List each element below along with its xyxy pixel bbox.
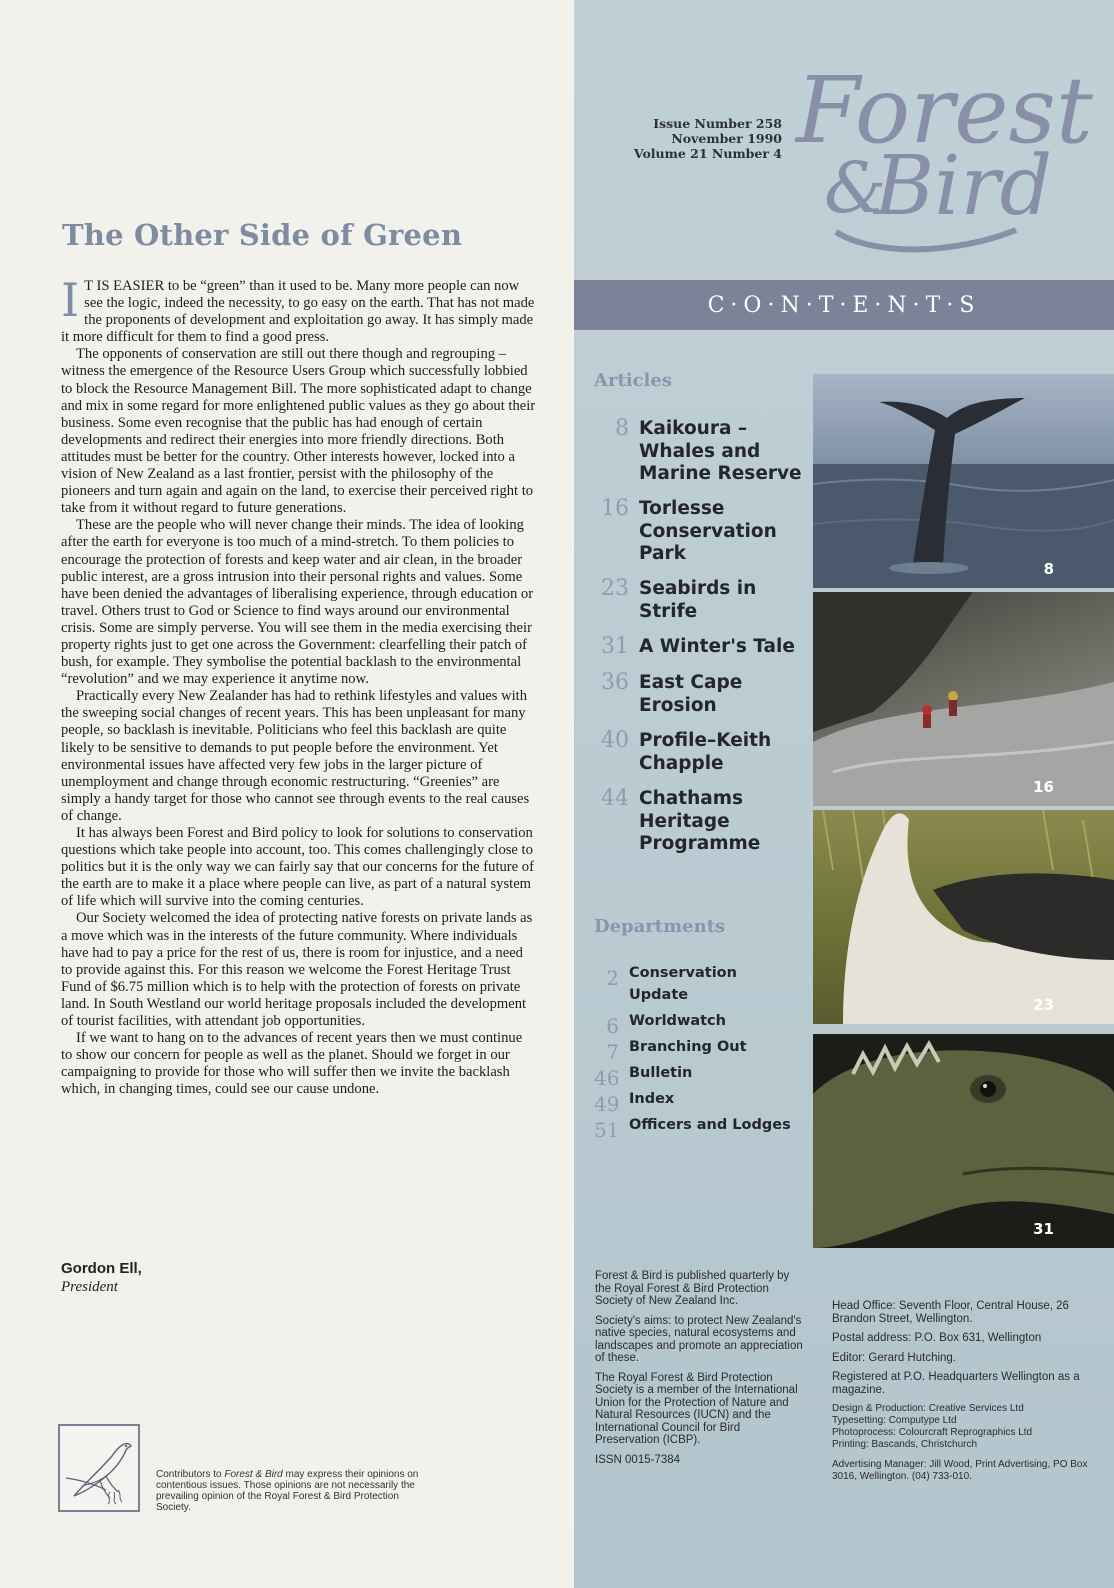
design-credit: Design & Production: Creative Services Ltd bbox=[832, 1403, 1024, 1414]
article-page-number: 44 bbox=[601, 786, 629, 811]
svg-text:Forest: Forest bbox=[796, 57, 1093, 164]
publisher-note: Forest & Bird is published quarterly by the Royal Forest & Bird Protection Society of New Zealand Inc. bbox=[595, 1270, 790, 1307]
postal-address: Postal address: P.O. Box 631, Wellington bbox=[832, 1332, 1042, 1344]
issn: ISSN 0015-7384 bbox=[595, 1453, 681, 1466]
editorial-paragraph: The opponents of conservation are still out there though and regrouping – witness the emergence of the Resource Users Group which successfully lobbied to block the Resource Management Bill. The more sophisticated adapt to change and mix in some regard for more enlightened public values as they go about their business. Some even recognise that the public has had enough of certain developments and redirect their energies into more friendly directions. Both attitudes must be better for the country. Other interests however, locked into a vision of New Zealand as a last frontier, persist with the philosophy of the pioneers and turn again and again on the land, to exercise their perceived right to take from it without regard to future generations. bbox=[61, 346, 536, 517]
department-title: Bulletin bbox=[629, 1065, 693, 1081]
issue-date: November 1990 bbox=[671, 131, 782, 146]
contributors-disclaimer: Contributors to Forest & Bird may express their opinions on contentious issues. Those opinions are not necessarily the prevailing opinion of the Royal Forest & Bird Protection Society. bbox=[156, 1469, 419, 1513]
photo-whale-tail[interactable] bbox=[813, 374, 1114, 588]
department-title: Index bbox=[629, 1091, 675, 1107]
editorial-paragraph: Practically every New Zealander has had to rethink lifestyles and values with the sweeping social changes of recent years. This has been unpleasant for many people, so backlash is inevitable. Politicians who feel this backlash are quite likely to be sensitive to demands to put people before the environment. Yet environmental issues have affected very few jobs in the larger picture of unemployment and change through economic restructuring. “Greenies” are simply a handy target for those who cannot see through events to the real causes of change. bbox=[61, 688, 530, 824]
articles-heading: Articles bbox=[594, 370, 672, 391]
department-page-number: 46 bbox=[594, 1066, 620, 1090]
office-info bbox=[832, 1300, 1092, 1483]
department-title: Conservation Update bbox=[629, 965, 737, 1003]
issue-details bbox=[618, 116, 782, 161]
article-item[interactable] bbox=[594, 672, 814, 717]
contents-banner bbox=[574, 280, 1114, 330]
society-aims: Society's aims: to protect New Zealand's native species, natural ecosystems and landscapes and promote an appreciation of these. bbox=[595, 1314, 803, 1364]
department-item[interactable] bbox=[594, 1114, 814, 1140]
tuatara-image bbox=[813, 1034, 1114, 1248]
photo-trampers-on-rocks[interactable] bbox=[813, 592, 1114, 806]
forest-and-bird-masthead bbox=[796, 42, 1093, 252]
albatross-image bbox=[813, 810, 1114, 1024]
society-membership: The Royal Forest & Bird Protection Society is a member of the International Union for the Protection of Nature and Natural Resources (IUCN) and the International Council for Bird Preservation (ICBP). bbox=[595, 1371, 798, 1446]
department-page-number: 51 bbox=[594, 1118, 620, 1142]
signature-title: President bbox=[61, 1279, 118, 1295]
department-page-number: 2 bbox=[606, 966, 619, 990]
department-page-number: 49 bbox=[594, 1092, 620, 1116]
head-office: Head Office: Seventh Floor, Central House, 26 Brandon Street, Wellington. bbox=[832, 1300, 1069, 1325]
editorial-paragraph-1: I T IS EASIER to be “green” than it used to be. Many more people can now see the logic, indeed the necessity, to go easy on the earth. That has not made the proponents of development and exploitation go away. It has simply made it more difficult for them to find a good press. bbox=[61, 273, 535, 346]
publication-info bbox=[595, 1270, 805, 1473]
photo-albatross[interactable] bbox=[813, 810, 1114, 1024]
article-page-number: 16 bbox=[601, 496, 629, 521]
svg-text:&: & bbox=[824, 147, 887, 229]
photo-page-number: 8 bbox=[1043, 560, 1054, 578]
bird-on-branch-icon bbox=[60, 1426, 138, 1510]
drop-cap: I bbox=[61, 273, 80, 327]
department-page-number: 7 bbox=[606, 1040, 619, 1064]
article-item[interactable] bbox=[594, 788, 814, 856]
article-item[interactable] bbox=[594, 578, 814, 623]
editorial-body bbox=[61, 273, 537, 1099]
department-page-number: 6 bbox=[606, 1014, 619, 1038]
editorial-paragraph: It has always been Forest and Bird policy to look for solutions to conservation questions which take people into account, too. This comes challengingly close to politics but it is the only way we can fairly say that our concerns for the future of the earth are to make it a place where people can live, as part of a natural system of life which will survive into the coming centuries. bbox=[61, 825, 534, 910]
article-title: Kaikoura – Whales and Marine Reserve bbox=[639, 418, 802, 484]
photo-page-number: 16 bbox=[1033, 778, 1054, 796]
signature-name: Gordon Ell, bbox=[61, 1260, 142, 1277]
article-title: East Cape Erosion bbox=[639, 672, 743, 716]
whale-tail-image bbox=[813, 374, 1114, 588]
article-title: Profile–Keith Chapple bbox=[639, 730, 772, 774]
article-page-number: 23 bbox=[601, 576, 629, 601]
registration: Registered at P.O. Headquarters Wellington as a magazine. bbox=[832, 1371, 1080, 1396]
photo-tuatara[interactable] bbox=[813, 1034, 1114, 1248]
trampers-image bbox=[813, 592, 1114, 806]
society-bird-logo bbox=[58, 1424, 140, 1512]
article-title: A Winter's Tale bbox=[639, 636, 795, 657]
article-title: Seabirds in Strife bbox=[639, 578, 757, 622]
departments-heading: Departments bbox=[594, 916, 726, 937]
editorial-paragraph: If we want to hang on to the advances of recent years then we must continue to show our concern for people as well as the planet. Should we forget in our campaigning to provide for those who will suffer then we invite the backlash which, in changing times, could see our cause undone. bbox=[61, 1030, 523, 1098]
department-item[interactable] bbox=[594, 1010, 814, 1036]
article-page-number: 36 bbox=[601, 670, 629, 695]
editorial-headline: The Other Side of Green bbox=[62, 218, 463, 252]
department-item[interactable] bbox=[594, 1036, 814, 1062]
editor: Editor: Gerard Hutching. bbox=[832, 1351, 957, 1364]
article-title: Torlesse Conservation Park bbox=[639, 498, 777, 564]
department-title: Branching Out bbox=[629, 1039, 747, 1055]
article-item[interactable] bbox=[594, 418, 814, 486]
photo-page-number: 31 bbox=[1033, 1220, 1054, 1238]
typesetting-credit: Typesetting: Computype Ltd bbox=[832, 1415, 957, 1426]
svg-text:Bird: Bird bbox=[874, 139, 1053, 234]
editorial-paragraph: These are the people who will never change their minds. The idea of looking after the earth for everyone is too much of a mind-stretch. To them policies to encourage the protection of forests and keep water and air clean, in the broader public interest, are a gross intrusion into their personal rights and values. Some have been denied the advantages of liberalising experience, through education or travel. Others trust to God or Science to find ways around our environmental crisis. Some are simply perverse. You will see them in the media exercising their property rights just to get one across the Government: clearfelling their patch of bush, for example. They symbolise the potential backlash to the environmental “revolution” and we may experience it anytime now. bbox=[61, 517, 534, 688]
contents-banner-text: C·O·N·T·E·N·T·S bbox=[707, 292, 981, 318]
article-page-number: 31 bbox=[601, 634, 629, 659]
article-page-number: 8 bbox=[615, 416, 629, 441]
editorial-paragraph: Our Society welcomed the idea of protecting native forests on private lands as a move which was in the interests of the future community. Where individuals have had to pay a price for the rest of us, there is room for injustice, and a need to provide against this. For this reason we welcome the Forest Heritage Trust Fund of $6.75 million which is to help with the protection of forests on private land. In South Westland our world heritage proposals included the development of tourist facilities, with attendant job opportunities. bbox=[61, 910, 533, 1030]
department-item[interactable] bbox=[594, 1062, 814, 1088]
advertising-contact: Advertising Manager: Jill Wood, Print Advertising, PO Box 3016, Wellington. (04) 733-010. bbox=[832, 1459, 1088, 1482]
issue-number: Issue Number 258 bbox=[653, 116, 782, 131]
issue-volume: Volume 21 Number 4 bbox=[633, 146, 782, 161]
photo-page-number: 23 bbox=[1033, 996, 1054, 1014]
department-title: Officers and Lodges bbox=[629, 1117, 791, 1133]
department-item[interactable] bbox=[594, 962, 814, 1006]
article-page-number: 40 bbox=[601, 728, 629, 753]
article-title: Chathams Heritage Programme bbox=[639, 788, 761, 854]
printing-credit: Printing: Bascands, Christchurch bbox=[832, 1439, 978, 1450]
article-item[interactable] bbox=[594, 730, 814, 775]
department-item[interactable] bbox=[594, 1088, 814, 1114]
department-title: Worldwatch bbox=[629, 1013, 726, 1029]
article-item[interactable] bbox=[594, 498, 814, 566]
photoprocess-credit: Photoprocess: Colourcraft Reprographics Ltd bbox=[832, 1427, 1033, 1438]
article-item[interactable] bbox=[594, 636, 814, 659]
